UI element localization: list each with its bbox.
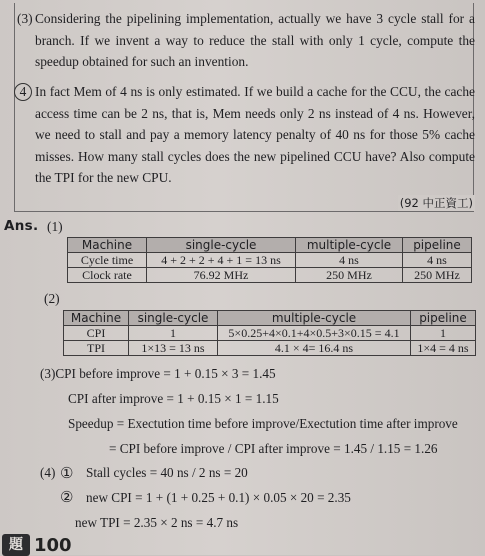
cell-value: 5×0.25+4×0.1+4×0.5+3×0.15 = 4.1 bbox=[218, 326, 411, 341]
cell-value: 4.1 × 4= 16.4 ns bbox=[218, 341, 411, 356]
question-box bbox=[14, 3, 474, 212]
part-3-line-1: (3)CPI before improve = 1 + 0.15 × 3 = 1.45 bbox=[40, 366, 276, 381]
part-2-label: (2) bbox=[44, 291, 60, 306]
part-4-line-1: Stall cycles = 40 ns / 2 ns = 20 bbox=[86, 465, 248, 480]
question-3-number: (3) bbox=[17, 11, 33, 26]
exam-source: (92 中正資工) bbox=[399, 196, 473, 210]
question-3 bbox=[17, 8, 475, 73]
header-single-cycle: single-cycle bbox=[129, 311, 218, 326]
header-multiple-cycle: multiple-cycle bbox=[296, 238, 403, 253]
row-label: TPI bbox=[64, 341, 129, 356]
header-pipeline: pipeline bbox=[403, 238, 472, 253]
question-bank-icon: 題 bbox=[2, 534, 30, 556]
question-4-number: 4 bbox=[14, 83, 32, 101]
table-header-row bbox=[64, 311, 476, 326]
part-4-label: (4) bbox=[40, 465, 56, 480]
cell-value: 76.92 MHz bbox=[147, 268, 296, 283]
part-3-line-4: = CPI before improve / CPI after improve = 1.45 / 1.15 = 1.26 bbox=[109, 441, 438, 456]
circled-two-mark: ② bbox=[60, 490, 74, 506]
table-row bbox=[68, 268, 472, 283]
header-machine: Machine bbox=[68, 238, 147, 253]
part-2-table bbox=[63, 310, 476, 356]
question-4-text: In fact Mem of 4 ns is only estimated. If we build a cache for the CCU, the cache access time can be 2 ns, that is, Mem needs only 2 ns instead of 4 ns. However, we need to stall and pay a memory latency penalty of 40 ns for those 5% cache misses. How many stall cycles does the new pipelined CCU have? Also compute the TPI for the new CPU. bbox=[35, 84, 475, 185]
cell-value: 250 MHz bbox=[296, 268, 403, 283]
table-header-row bbox=[68, 238, 472, 253]
cell-value: 4 ns bbox=[296, 253, 403, 268]
row-label: CPI bbox=[64, 326, 129, 341]
table-row bbox=[64, 341, 476, 356]
cell-value: 1 bbox=[411, 326, 476, 341]
circled-one-mark: ① bbox=[60, 466, 74, 482]
cell-value: 4 + 2 + 2 + 4 + 1 = 13 ns bbox=[147, 253, 296, 268]
cell-value: 1×4 = 4 ns bbox=[411, 341, 476, 356]
question-4 bbox=[19, 81, 475, 189]
table-row bbox=[64, 326, 476, 341]
header-machine: Machine bbox=[64, 311, 129, 326]
cell-value: 4 ns bbox=[403, 253, 472, 268]
row-label: Clock rate bbox=[68, 268, 147, 283]
table-row bbox=[68, 253, 472, 268]
part-1-table bbox=[67, 237, 472, 283]
row-label: Cycle time bbox=[68, 253, 147, 268]
part-3-line-2: CPI after improve = 1 + 0.15 × 1 = 1.15 bbox=[68, 391, 279, 406]
part-1-label: (1) bbox=[47, 219, 63, 234]
cell-value: 1×13 = 13 ns bbox=[129, 341, 218, 356]
part-4-line-2: new CPI = 1 + (1 + 0.25 + 0.1) × 0.05 × 20 = 2.35 bbox=[86, 490, 351, 505]
header-multiple-cycle: multiple-cycle bbox=[218, 311, 411, 326]
part-3-line-3: Speedup = Exectution time before improve/Exectution time after improve bbox=[68, 416, 458, 431]
header-pipeline: pipeline bbox=[411, 311, 476, 326]
cell-value: 250 MHz bbox=[403, 268, 472, 283]
cell-value: 1 bbox=[129, 326, 218, 341]
header-single-cycle: single-cycle bbox=[147, 238, 296, 253]
question-3-text: Considering the pipelining implementation, actually we have 3 cycle stall for a branch. If we invent a way to reduce the stall with only 1 cycle, compute the speedup obtained for such an invention. bbox=[35, 11, 475, 69]
page-number: 100 bbox=[34, 535, 72, 556]
answer-label: Ans. bbox=[4, 218, 39, 234]
part-4-line-3: new TPI = 2.35 × 2 ns = 4.7 ns bbox=[75, 515, 239, 530]
